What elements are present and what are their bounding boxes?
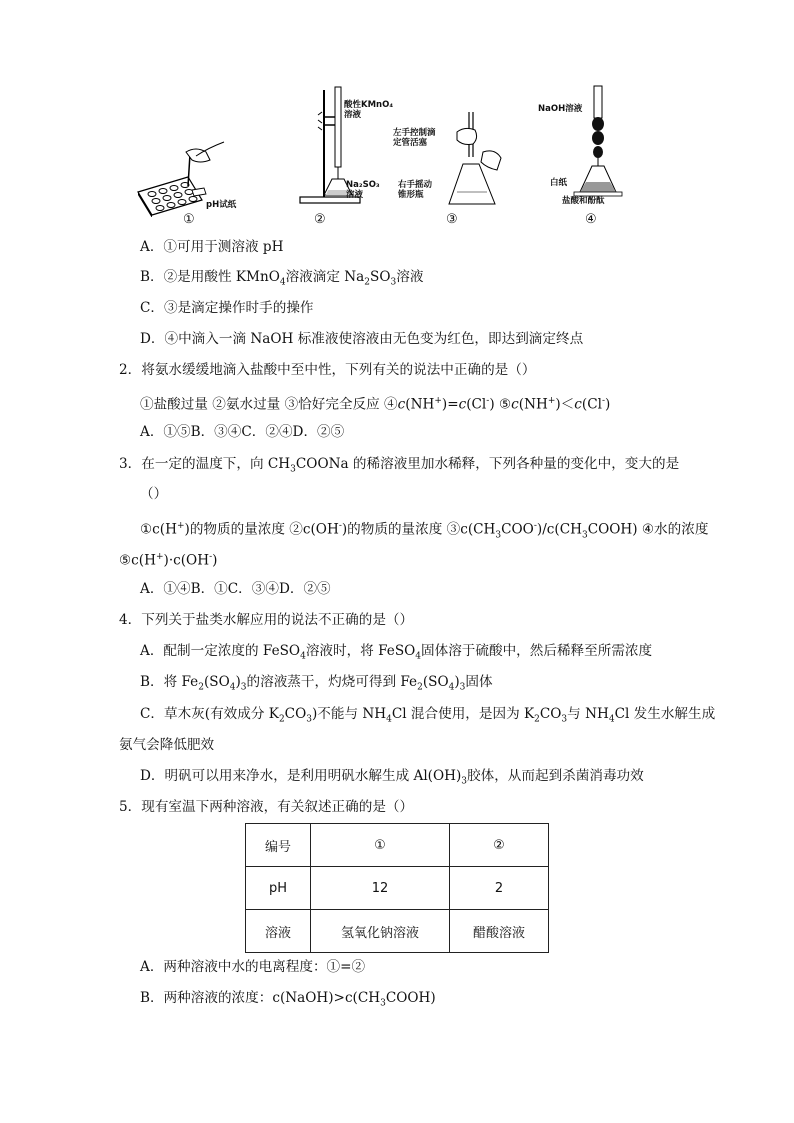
label-left-hand: 左手控制滴 定管活塞 xyxy=(393,128,436,148)
q1-option-b: B．②是用酸性 KMnO$_4$溶液滴定 $Na_2SO_3$溶液 xyxy=(140,269,424,288)
table-cell: 12 xyxy=(311,867,450,910)
q2-answers: A．①⑤B．③④C．②④D．②⑤ xyxy=(140,424,345,440)
q5-table xyxy=(245,823,549,953)
figure-row xyxy=(130,82,650,232)
figure-label-2: ② xyxy=(314,212,326,227)
q4-option-c: C．草木灰(有效成分 $K_2CO_3$)不能与 $NH_4Cl$ 混合使用，是因为 $K_2CO_3$与 $NH_4Cl$ 发生水解生成 xyxy=(140,706,716,725)
hands-titration-illustration xyxy=(435,112,515,217)
table-cell: 2 xyxy=(450,867,549,910)
q4-stem: 4．下列关于盐类水解应用的说法不正确的是（） xyxy=(119,612,414,628)
table-row xyxy=(246,824,549,867)
table-cell: 溶液 xyxy=(246,910,311,953)
q4-option-d: D．明矾可以用来净水，是利用明矾水解生成 $Al(OH)_3$胶体，从而起到杀菌消毒功效 xyxy=(140,768,644,787)
label-na2so3: Na₂SO₃ 溶液 xyxy=(346,180,380,200)
table-cell: ② xyxy=(450,824,549,867)
q4-option-c-cont: 氨气会降低肥效 xyxy=(119,737,215,753)
label-naoh-solution: NaOH溶液 xyxy=(538,104,583,114)
q1-option-d: D．④中滴入一滴 NaOH 标准液使溶液由无色变为红色，即达到滴定终点 xyxy=(140,331,584,347)
q2-statements: ①盐酸过量 ②氨水过量 ③恰好完全反应 ④c(NH+)=c(Cl-) ⑤c(NH+)＜c(Cl-) xyxy=(140,396,611,413)
q4-option-a: A．配制一定浓度的 FeSO$_4$溶液时，将 FeSO$_4$固体溶于硫酸中，然后稀释至所需浓度 xyxy=(140,643,653,662)
table-row xyxy=(246,867,549,910)
label-kmno4: 酸性KMnO₄ 溶液 xyxy=(344,100,394,120)
q3-items-line1: ①c(H+)的物质的量浓度 ②c(OH-)的物质的量浓度 $③c(CH_3COO^-)/c(CH_3COOH)$ ④水的浓度 xyxy=(140,521,709,541)
q3-answers: A．①④B．①C．③④D．②⑤ xyxy=(140,581,331,597)
naoh-burette-illustration xyxy=(570,82,630,200)
figure-label-3: ③ xyxy=(446,212,458,227)
table-cell: ① xyxy=(311,824,450,867)
figure-label-1: ① xyxy=(183,212,195,227)
q3-stem-paren: （） xyxy=(140,486,168,502)
table-row xyxy=(246,910,549,953)
q5-stem: 5．现有室温下两种溶液，有关叙述正确的是（） xyxy=(119,799,414,815)
spot-plate-illustration xyxy=(130,82,260,217)
label-white-paper: 白纸 xyxy=(550,178,568,188)
q4-option-b: B．将 $Fe_2(SO_4)_3$的溶液蒸干，灼烧可得到 $Fe_2(SO_4)_3$固体 xyxy=(140,674,493,693)
q3-stem: 3．在一定的温度下，向 $CH_3COONa$ 的稀溶液里加水稀释，下列各种量的变化中，变大的是 xyxy=(119,456,680,475)
q3-items-line2: ⑤c(H+)·c(OH-) xyxy=(119,552,218,569)
table-cell: 醋酸溶液 xyxy=(450,910,549,953)
q1-option-a: A．①可用于测溶液 pH xyxy=(140,239,284,255)
q2-stem: 2．将氨水缓缓地滴入盐酸中至中性，下列有关的说法中正确的是（） xyxy=(119,362,536,378)
q5-option-a: A．两种溶液中水的电离程度：①=② xyxy=(140,959,366,975)
label-ph-paper: pH试纸 xyxy=(206,200,237,210)
table-cell: 编号 xyxy=(246,824,311,867)
label-right-hand: 右手摇动 锥形瓶 xyxy=(398,180,433,200)
q1-option-c: C．③是滴定操作时手的操作 xyxy=(140,300,314,316)
figure-label-4: ④ xyxy=(585,212,597,227)
label-hcl-phenolphthalein: 盐酸和酚酞 xyxy=(562,196,605,206)
table-cell: pH xyxy=(246,867,311,910)
q5-option-b: B．两种溶液的浓度：$c(NaOH)>c(CH_3COOH)$ xyxy=(140,990,436,1009)
table-cell: 氢氧化钠溶液 xyxy=(311,910,450,953)
